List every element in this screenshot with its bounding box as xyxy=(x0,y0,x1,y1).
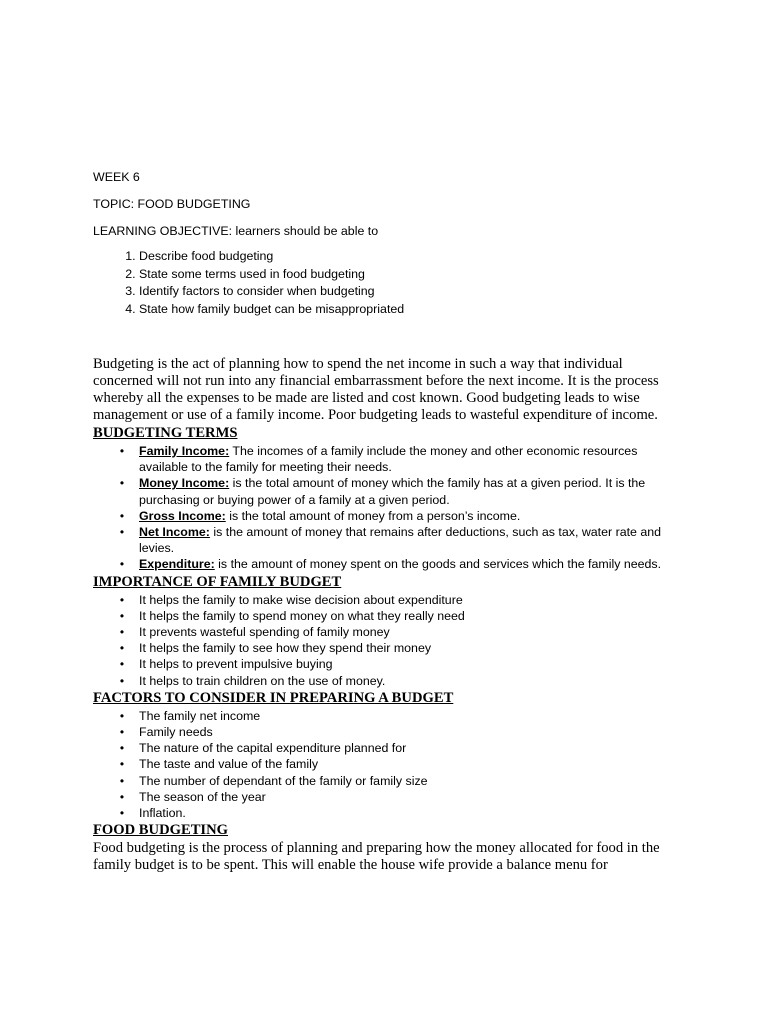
term-definition: is the total amount of money which the family has at a given period. It is the purchasing or buying power of a family at a given period. xyxy=(139,476,646,507)
term-name: Net Income: xyxy=(139,525,210,540)
importance-item xyxy=(119,624,683,640)
term-definition: The incomes of a family include the money and other economic resources available to the family for meeting their needs. xyxy=(139,444,638,475)
importance-heading: IMPORTANCE OF FAMILY BUDGET xyxy=(93,573,342,590)
importance-item xyxy=(119,608,683,624)
factor-text: Inflation. xyxy=(139,806,186,821)
bullet-icon: • xyxy=(119,525,125,540)
week-label: WEEK 6 xyxy=(93,170,140,184)
factor-item xyxy=(119,805,683,821)
factor-item xyxy=(119,756,683,772)
bullet-icon: • xyxy=(119,673,125,688)
bullet-icon: • xyxy=(119,608,125,623)
objective-item: 2. State some terms used in food budgeting xyxy=(139,266,683,284)
bullet-icon: • xyxy=(119,757,125,772)
importance-item xyxy=(119,640,683,656)
bullet-icon: • xyxy=(119,592,125,607)
term-name: Gross Income: xyxy=(139,508,226,523)
factor-item xyxy=(119,789,683,805)
food-budgeting-heading: FOOD BUDGETING xyxy=(93,822,229,839)
importance-text: It helps to train children on the use of money. xyxy=(139,673,386,688)
factor-item xyxy=(119,724,683,740)
importance-item xyxy=(119,656,683,672)
importance-text: It helps to prevent impulsive buying xyxy=(139,657,333,672)
bullet-icon: • xyxy=(119,625,125,640)
document-page xyxy=(93,169,683,874)
objective-item: 4. State how family budget can be misappropriated xyxy=(139,301,683,319)
topic-label: TOPIC: FOOD BUDGETING xyxy=(93,197,251,211)
food-budgeting-paragraph: Food budgeting is the process of planning and preparing how the money allocated for food in the family budget is to be spent. This will enable the house wife provide a balance menu for xyxy=(93,840,660,874)
bullet-icon: • xyxy=(119,557,125,572)
term-item xyxy=(119,556,683,572)
factors-list xyxy=(93,708,683,821)
factor-text: The season of the year xyxy=(139,789,266,804)
bullet-icon: • xyxy=(119,789,125,804)
bullet-icon: • xyxy=(119,725,125,740)
bullet-icon: • xyxy=(119,641,125,656)
factor-item xyxy=(119,740,683,756)
budgeting-terms-heading: BUDGETING TERMS xyxy=(93,425,238,441)
objectives-list xyxy=(93,248,683,318)
importance-item xyxy=(119,592,683,608)
factor-text: The number of dependant of the family or family size xyxy=(139,773,428,788)
bullet-icon: • xyxy=(119,508,125,523)
term-item xyxy=(119,443,683,475)
bullet-icon: • xyxy=(119,444,125,458)
factor-item xyxy=(119,708,683,724)
bullet-icon: • xyxy=(119,657,125,672)
term-item xyxy=(119,508,683,524)
factor-text: The family net income xyxy=(139,708,261,723)
importance-item xyxy=(119,673,683,689)
objective-item: 3. Identify factors to consider when budgeting xyxy=(139,283,683,301)
bullet-icon: • xyxy=(119,773,125,788)
intro-paragraph: Budgeting is the act of planning how to spend the net income in such a way that individual concerned will not run into any financial embarrassment before the next income. It is the process whereby all the expenses to be made are listed and cost known. Good budgeting leads to wise management or use of a family income. Poor budgeting leads to wasteful expenditure of income. xyxy=(93,356,659,423)
bullet-icon: • xyxy=(119,806,125,821)
bullet-icon: • xyxy=(119,741,125,756)
term-name: Family Income: xyxy=(139,444,230,458)
factors-heading: FACTORS TO CONSIDER IN PREPARING A BUDGET xyxy=(93,689,454,706)
term-name: Money Income: xyxy=(139,476,230,491)
factor-item xyxy=(119,773,683,789)
objective-item: 1. Describe food budgeting xyxy=(139,248,683,266)
term-definition: is the amount of money spent on the goods and services which the family needs. xyxy=(214,557,662,572)
term-item xyxy=(119,475,683,507)
factor-text: The nature of the capital expenditure planned for xyxy=(139,741,407,756)
bullet-icon: • xyxy=(119,708,125,723)
importance-text: It helps the family to make wise decision about expenditure xyxy=(139,592,463,607)
budgeting-terms-list xyxy=(93,443,683,573)
importance-list xyxy=(93,592,683,689)
term-definition: is the amount of money that remains after deductions, such as tax, water rate and levies. xyxy=(139,525,662,556)
term-name: Expenditure: xyxy=(139,557,215,572)
bullet-icon: • xyxy=(119,476,125,491)
importance-text: It helps the family to spend money on what they really need xyxy=(139,608,465,623)
importance-text: It prevents wasteful spending of family money xyxy=(139,625,390,640)
objective-label: LEARNING OBJECTIVE: learners should be able to xyxy=(93,224,379,238)
term-definition: is the total amount of money from a person’s income. xyxy=(225,508,521,523)
factor-text: Family needs xyxy=(139,725,213,740)
factor-text: The taste and value of the family xyxy=(139,757,319,772)
importance-text: It helps the family to see how they spend their money xyxy=(139,641,432,656)
term-item xyxy=(119,524,683,556)
